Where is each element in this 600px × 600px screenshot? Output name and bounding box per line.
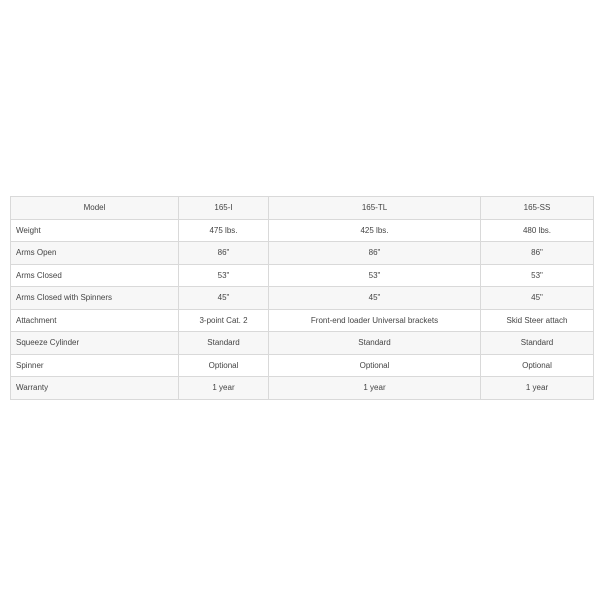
table-cell: 86" [269,242,481,265]
table-cell: 53" [481,264,594,287]
row-label: Attachment [11,309,179,332]
header-cell-165-i: 165-I [179,197,269,220]
table-cell: Optional [179,354,269,377]
table-cell: Standard [481,332,594,355]
table-header-row [11,197,594,220]
table-row-attachment [11,309,594,332]
table-row-weight [11,219,594,242]
table-cell: Optional [269,354,481,377]
table-row-arms-closed-spinners [11,287,594,310]
header-cell-165-tl: 165-TL [269,197,481,220]
row-label: Arms Closed [11,264,179,287]
table-cell: 45" [179,287,269,310]
table-cell: 475 lbs. [179,219,269,242]
table-cell: 53" [269,264,481,287]
row-label: Warranty [11,377,179,400]
table-row-spinner [11,354,594,377]
table-cell: 1 year [481,377,594,400]
table-cell: Standard [179,332,269,355]
row-label: Arms Closed with Spinners [11,287,179,310]
header-cell-165-ss: 165-SS [481,197,594,220]
row-label: Arms Open [11,242,179,265]
table-cell: 86" [179,242,269,265]
table-cell: 3-point Cat. 2 [179,309,269,332]
table-cell: 53" [179,264,269,287]
table-cell: 425 lbs. [269,219,481,242]
table-row-arms-closed [11,264,594,287]
table-row-arms-open [11,242,594,265]
row-label: Spinner [11,354,179,377]
table-cell: 45" [481,287,594,310]
table-row-squeeze-cylinder [11,332,594,355]
row-label: Weight [11,219,179,242]
table-row-warranty [11,377,594,400]
table-cell: 1 year [179,377,269,400]
table-cell: 1 year [269,377,481,400]
table-cell: 45" [269,287,481,310]
table-cell: Skid Steer attach [481,309,594,332]
table-cell: Optional [481,354,594,377]
header-cell-model: Model [11,197,179,220]
row-label: Squeeze Cylinder [11,332,179,355]
spec-comparison-table [10,196,594,400]
table-cell: 480 lbs. [481,219,594,242]
table-cell: Standard [269,332,481,355]
table-cell: Front-end loader Universal brackets [269,309,481,332]
table-cell: 86" [481,242,594,265]
